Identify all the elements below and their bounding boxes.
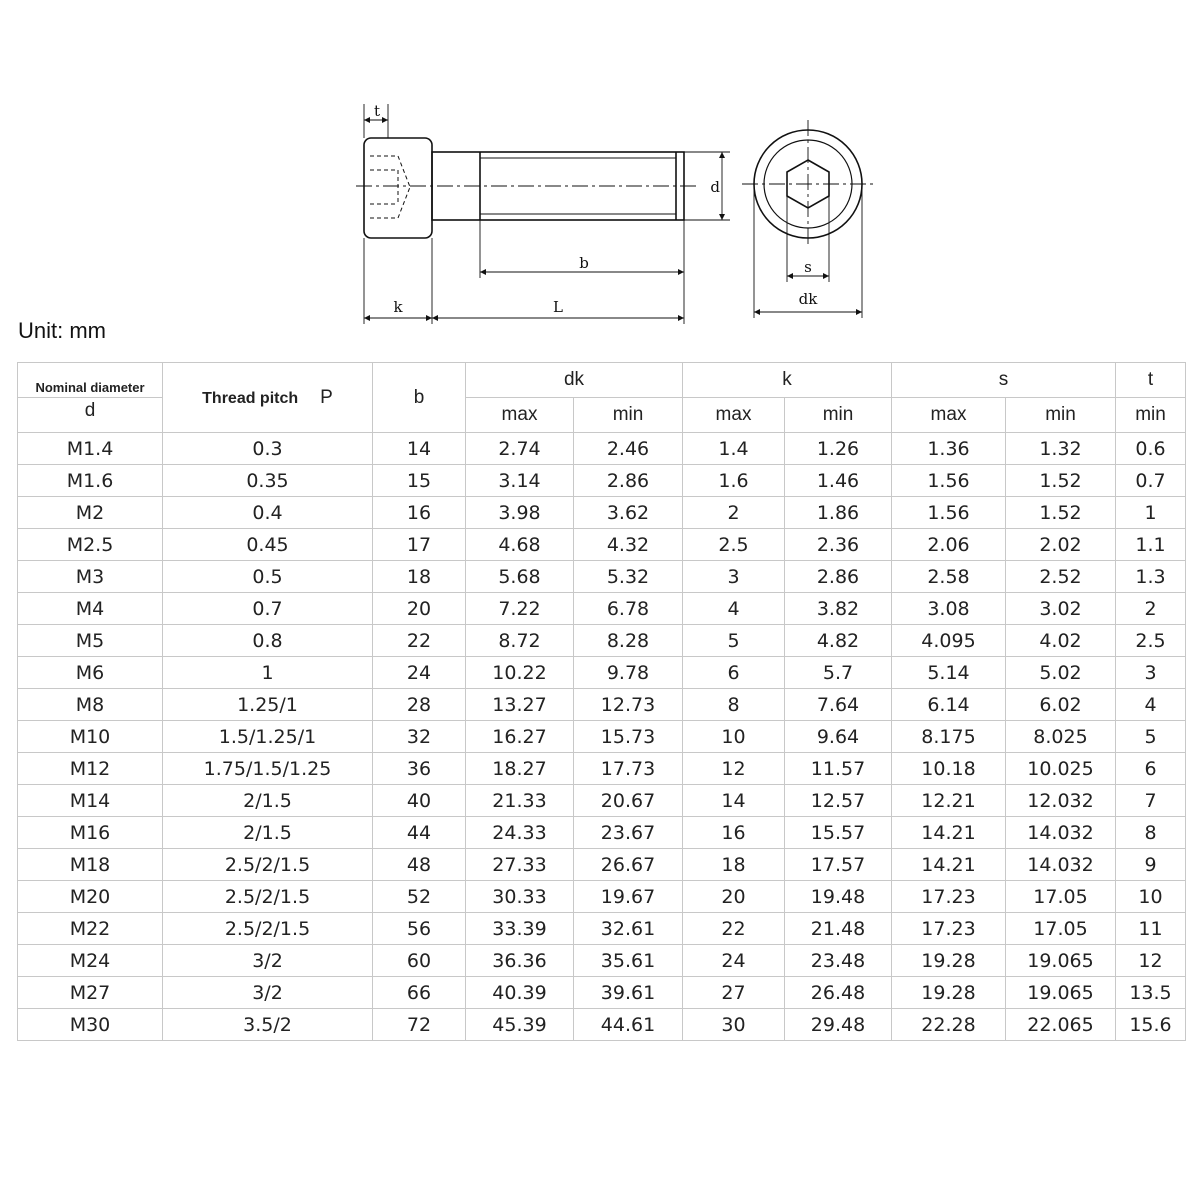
cell-s-max: 6.14 [892,689,1006,721]
cell-dk-min: 26.67 [574,849,683,881]
cell-s-max: 10.18 [892,753,1006,785]
cell-k-max: 12 [683,753,785,785]
cell-k-max: 3 [683,561,785,593]
cell-dk-min: 6.78 [574,593,683,625]
cell-s-min: 6.02 [1006,689,1116,721]
header-s-min: min [1006,398,1116,433]
cell-s-min: 8.025 [1006,721,1116,753]
cell-k-min: 12.57 [785,785,892,817]
cell-k-max: 2.5 [683,529,785,561]
cell-dk-max: 45.39 [466,1009,574,1041]
header-nominal-symbol: d [18,398,163,433]
cell-k-min: 1.26 [785,433,892,465]
screw-technical-drawing [340,96,880,332]
cell-k-min: 4.82 [785,625,892,657]
header-s-max: max [892,398,1006,433]
cell-s-max: 1.56 [892,497,1006,529]
cell-dk-max: 33.39 [466,913,574,945]
cell-k-min: 3.82 [785,593,892,625]
cell-b: 16 [373,497,466,529]
label-t: t [373,102,381,120]
header-row-1 [18,363,1186,398]
cell-s-max: 12.21 [892,785,1006,817]
label-dk: dk [798,290,818,308]
cell-dk-max: 40.39 [466,977,574,1009]
cell-t-min: 4 [1116,689,1186,721]
cell-s-min: 2.02 [1006,529,1116,561]
screw-spec-table [17,362,1186,1041]
cell-dk-min: 19.67 [574,881,683,913]
cell-dk-min: 15.73 [574,721,683,753]
table-row [18,977,1186,1009]
cell-dk-min: 9.78 [574,657,683,689]
cell-k-min: 26.48 [785,977,892,1009]
cell-b: 18 [373,561,466,593]
cell-t-min: 0.6 [1116,433,1186,465]
cell-k-min: 5.7 [785,657,892,689]
cell-k-max: 1.4 [683,433,785,465]
cell-k-max: 14 [683,785,785,817]
cell-s-min: 12.032 [1006,785,1116,817]
label-L: L [553,298,563,316]
cell-k-max: 2 [683,497,785,529]
cell-k-min: 19.48 [785,881,892,913]
cell-d: M3 [18,561,163,593]
cell-b: 44 [373,817,466,849]
table-row [18,593,1186,625]
cell-s-max: 1.56 [892,465,1006,497]
cell-s-min: 5.02 [1006,657,1116,689]
cell-s-min: 10.025 [1006,753,1116,785]
cell-d: M22 [18,913,163,945]
label-k: k [393,298,403,316]
cell-k-max: 22 [683,913,785,945]
header-s: s [892,363,1116,398]
cell-t-min: 5 [1116,721,1186,753]
cell-b: 56 [373,913,466,945]
cell-t-min: 15.6 [1116,1009,1186,1041]
cell-d: M14 [18,785,163,817]
table-row [18,785,1186,817]
cell-k-min: 9.64 [785,721,892,753]
cell-b: 17 [373,529,466,561]
table-row [18,753,1186,785]
cell-s-min: 4.02 [1006,625,1116,657]
cell-k-max: 8 [683,689,785,721]
cell-d: M20 [18,881,163,913]
cell-d: M12 [18,753,163,785]
cell-p: 2/1.5 [163,785,373,817]
cell-d: M30 [18,1009,163,1041]
header-thread-pitch [163,363,373,433]
cell-d: M4 [18,593,163,625]
table-row [18,721,1186,753]
cell-s-min: 14.032 [1006,849,1116,881]
cell-dk-max: 2.74 [466,433,574,465]
cell-p: 1.25/1 [163,689,373,721]
label-d: d [710,178,720,196]
cell-b: 14 [373,433,466,465]
table-row [18,497,1186,529]
cell-dk-min: 2.86 [574,465,683,497]
cell-b: 36 [373,753,466,785]
cell-p: 0.35 [163,465,373,497]
cell-dk-max: 16.27 [466,721,574,753]
cell-dk-max: 8.72 [466,625,574,657]
cell-k-min: 2.86 [785,561,892,593]
cell-d: M10 [18,721,163,753]
cell-k-min: 1.86 [785,497,892,529]
cell-s-min: 22.065 [1006,1009,1116,1041]
header-t: t [1116,363,1186,398]
cell-b: 48 [373,849,466,881]
cell-s-max: 1.36 [892,433,1006,465]
cell-s-min: 3.02 [1006,593,1116,625]
table-row [18,945,1186,977]
cell-t-min: 2 [1116,593,1186,625]
cell-dk-min: 17.73 [574,753,683,785]
cell-p: 0.4 [163,497,373,529]
cell-dk-max: 13.27 [466,689,574,721]
cell-dk-min: 3.62 [574,497,683,529]
cell-s-max: 19.28 [892,977,1006,1009]
table-row [18,529,1186,561]
cell-k-max: 10 [683,721,785,753]
cell-dk-min: 12.73 [574,689,683,721]
cell-t-min: 2.5 [1116,625,1186,657]
cell-p: 1.75/1.5/1.25 [163,753,373,785]
cell-t-min: 12 [1116,945,1186,977]
cell-t-min: 8 [1116,817,1186,849]
cell-d: M1.6 [18,465,163,497]
cell-dk-max: 3.98 [466,497,574,529]
cell-p: 3.5/2 [163,1009,373,1041]
cell-s-max: 8.175 [892,721,1006,753]
header-nominal-diameter: Nominal diameter [18,363,163,398]
cell-k-min: 17.57 [785,849,892,881]
cell-b: 72 [373,1009,466,1041]
cell-p: 1.5/1.25/1 [163,721,373,753]
cell-s-min: 19.065 [1006,945,1116,977]
cell-s-max: 5.14 [892,657,1006,689]
cell-t-min: 1.1 [1116,529,1186,561]
cell-d: M6 [18,657,163,689]
cell-dk-min: 35.61 [574,945,683,977]
header-dk: dk [466,363,683,398]
cell-p: 3/2 [163,945,373,977]
cell-b: 22 [373,625,466,657]
cell-d: M5 [18,625,163,657]
cell-s-min: 1.32 [1006,433,1116,465]
cell-d: M18 [18,849,163,881]
cell-dk-max: 3.14 [466,465,574,497]
table-row [18,817,1186,849]
cell-dk-min: 32.61 [574,913,683,945]
cell-t-min: 10 [1116,881,1186,913]
unit-label: Unit: mm [18,318,106,343]
cell-d: M2 [18,497,163,529]
cell-t-min: 11 [1116,913,1186,945]
table-row [18,881,1186,913]
table-row [18,913,1186,945]
cell-s-max: 4.095 [892,625,1006,657]
cell-dk-max: 27.33 [466,849,574,881]
header-k-max: max [683,398,785,433]
cell-k-min: 7.64 [785,689,892,721]
cell-k-min: 29.48 [785,1009,892,1041]
cell-k-min: 21.48 [785,913,892,945]
cell-p: 0.45 [163,529,373,561]
table-row [18,689,1186,721]
cell-s-min: 2.52 [1006,561,1116,593]
cell-s-min: 1.52 [1006,497,1116,529]
cell-d: M16 [18,817,163,849]
cell-dk-max: 7.22 [466,593,574,625]
cell-p: 0.5 [163,561,373,593]
cell-dk-min: 44.61 [574,1009,683,1041]
header-b: b [373,363,466,433]
cell-dk-min: 20.67 [574,785,683,817]
cell-k-max: 18 [683,849,785,881]
cell-d: M8 [18,689,163,721]
cell-dk-max: 36.36 [466,945,574,977]
header-t-min: min [1116,398,1186,433]
cell-s-min: 14.032 [1006,817,1116,849]
cell-b: 52 [373,881,466,913]
cell-dk-min: 5.32 [574,561,683,593]
cell-s-max: 17.23 [892,881,1006,913]
cell-b: 66 [373,977,466,1009]
table-row [18,849,1186,881]
cell-k-max: 6 [683,657,785,689]
cell-p: 0.8 [163,625,373,657]
cell-dk-max: 10.22 [466,657,574,689]
table-row [18,1009,1186,1041]
cell-dk-min: 4.32 [574,529,683,561]
table-row [18,625,1186,657]
cell-p: 2/1.5 [163,817,373,849]
cell-k-max: 30 [683,1009,785,1041]
cell-dk-min: 2.46 [574,433,683,465]
table-row [18,657,1186,689]
cell-p: 0.7 [163,593,373,625]
header-dk-max: max [466,398,574,433]
cell-dk-min: 39.61 [574,977,683,1009]
cell-s-max: 17.23 [892,913,1006,945]
table-row [18,433,1186,465]
header-k-min: min [785,398,892,433]
cell-s-max: 2.06 [892,529,1006,561]
cell-k-max: 4 [683,593,785,625]
cell-d: M27 [18,977,163,1009]
table-row [18,465,1186,497]
cell-s-min: 17.05 [1006,881,1116,913]
table-row [18,561,1186,593]
cell-b: 32 [373,721,466,753]
cell-b: 20 [373,593,466,625]
cell-dk-max: 24.33 [466,817,574,849]
label-s: s [804,258,812,276]
cell-b: 60 [373,945,466,977]
cell-s-max: 19.28 [892,945,1006,977]
cell-s-max: 3.08 [892,593,1006,625]
cell-s-max: 14.21 [892,849,1006,881]
cell-t-min: 3 [1116,657,1186,689]
header-thread-pitch-label: Thread pitch [202,389,299,407]
cell-d: M2.5 [18,529,163,561]
cell-t-min: 0.7 [1116,465,1186,497]
header-k: k [683,363,892,398]
cell-p: 2.5/2/1.5 [163,881,373,913]
cell-k-min: 23.48 [785,945,892,977]
cell-k-max: 1.6 [683,465,785,497]
cell-k-max: 20 [683,881,785,913]
cell-dk-max: 4.68 [466,529,574,561]
cell-t-min: 9 [1116,849,1186,881]
cell-p: 2.5/2/1.5 [163,849,373,881]
cell-s-min: 1.52 [1006,465,1116,497]
cell-k-min: 2.36 [785,529,892,561]
cell-s-max: 14.21 [892,817,1006,849]
cell-p: 3/2 [163,977,373,1009]
cell-s-min: 19.065 [1006,977,1116,1009]
cell-dk-max: 18.27 [466,753,574,785]
cell-d: M24 [18,945,163,977]
cell-k-max: 16 [683,817,785,849]
cell-s-max: 2.58 [892,561,1006,593]
cell-t-min: 13.5 [1116,977,1186,1009]
header-pitch-symbol: P [320,386,333,408]
cell-s-min: 17.05 [1006,913,1116,945]
cell-s-max: 22.28 [892,1009,1006,1041]
cell-k-max: 27 [683,977,785,1009]
cell-k-min: 15.57 [785,817,892,849]
cell-k-max: 24 [683,945,785,977]
cell-k-max: 5 [683,625,785,657]
cell-dk-max: 21.33 [466,785,574,817]
header-dk-min: min [574,398,683,433]
cell-b: 40 [373,785,466,817]
cell-t-min: 6 [1116,753,1186,785]
cell-b: 28 [373,689,466,721]
cell-d: M1.4 [18,433,163,465]
cell-k-min: 11.57 [785,753,892,785]
cell-p: 1 [163,657,373,689]
cell-t-min: 7 [1116,785,1186,817]
cell-dk-max: 30.33 [466,881,574,913]
cell-dk-max: 5.68 [466,561,574,593]
label-b: b [579,254,589,272]
cell-dk-min: 23.67 [574,817,683,849]
cell-k-min: 1.46 [785,465,892,497]
cell-dk-min: 8.28 [574,625,683,657]
cell-b: 15 [373,465,466,497]
cell-p: 0.3 [163,433,373,465]
cell-t-min: 1 [1116,497,1186,529]
cell-t-min: 1.3 [1116,561,1186,593]
cell-p: 2.5/2/1.5 [163,913,373,945]
cell-b: 24 [373,657,466,689]
